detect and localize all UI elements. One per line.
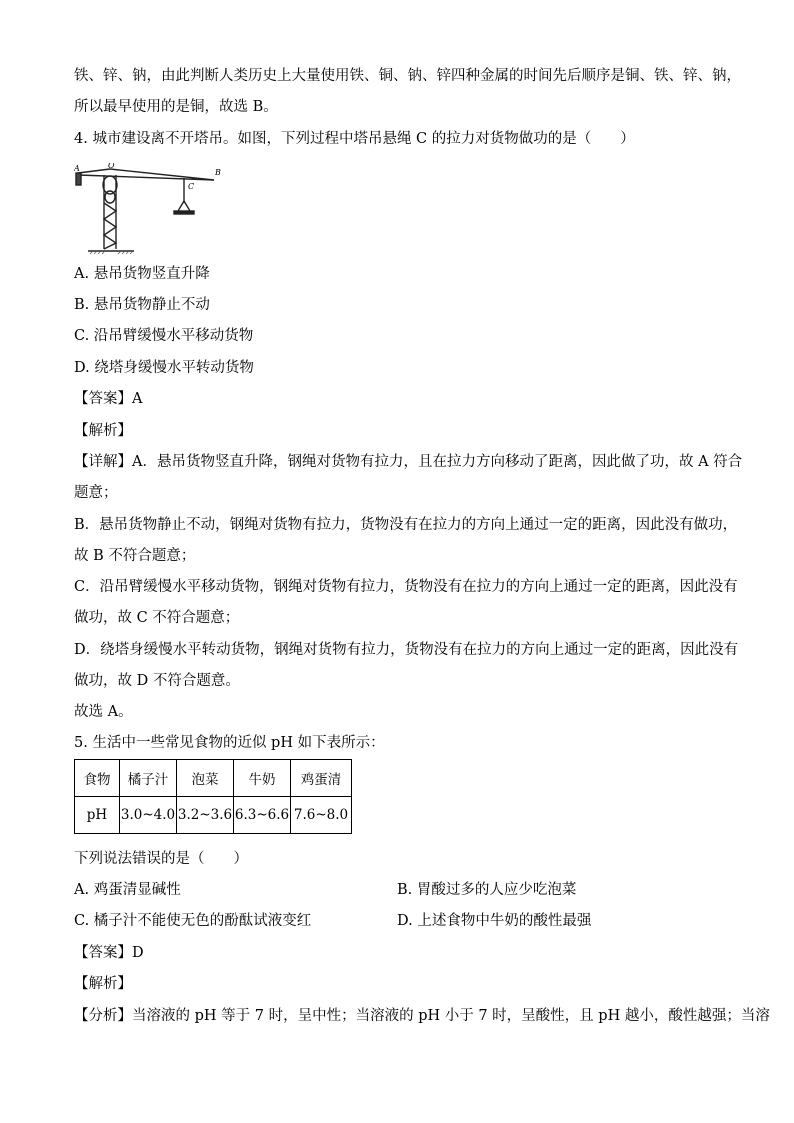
question-4-stem: 4. 城市建设离不开塔吊。如图，下列过程中塔吊悬绳 C 的拉力对货物做功的是（ ） [74, 131, 635, 147]
detail-line: 【详解】A．悬吊货物竖直升降，钢绳对货物有拉力，且在拉力方向移动了距离，因此做了功，故 A 符合 [74, 454, 743, 470]
option-4b: B. 悬吊货物静止不动 [74, 297, 210, 313]
table-cell: pH [75, 797, 120, 834]
detail-line: 故 B 不符合题意； [74, 548, 196, 564]
table-cell: 食物 [75, 760, 120, 797]
option-4a: A. 悬吊货物竖直升降 [74, 266, 210, 282]
analysis-line: 【分析】当溶液的 pH 等于 7 时，呈中性；当溶液的 pH 小于 7 时，呈酸性，且 pH 越小，酸性越强；当溶 [74, 1008, 770, 1024]
option-4c: C. 沿吊臂缓慢水平移动货物 [74, 328, 254, 344]
label-b: B [215, 168, 221, 177]
answer-5: 【答案】D [74, 945, 144, 961]
question-5-stem: 5. 生活中一些常见食物的近似 pH 如下表所示： [74, 735, 385, 751]
detail-line: 故选 A。 [74, 704, 133, 720]
text-line: 所以最早使用的是铜，故选 B。 [74, 99, 278, 115]
table-cell: 橘子汁 [120, 760, 177, 797]
analysis-heading-5: 【解析】 [74, 976, 132, 992]
label-c: C [188, 182, 195, 191]
table-header-row [75, 760, 352, 797]
detail-line: B．悬吊货物静止不动，钢绳对货物有拉力，货物没有在拉力的方向上通过一定的距离，因此没有做功， [74, 517, 738, 533]
detail-line: 做功，故 C 不符合题意； [74, 610, 240, 626]
analysis-heading-4: 【解析】 [74, 423, 132, 439]
option-5b: B. 胃酸过多的人应少吃泡菜 [397, 882, 577, 898]
option-5d: D. 上述食物中牛奶的酸性最强 [397, 913, 592, 929]
detail-line: C．沿吊臂缓慢水平移动货物，钢绳对货物有拉力，货物没有在拉力的方向上通过一定的距离，因此没有 [74, 579, 738, 595]
table-cell: 鸡蛋清 [291, 760, 352, 797]
text-line: 铁、锌、钠，由此判断人类历史上大量使用铁、铜、钠、锌四种金属的时间先后顺序是铜、铁、锌、钠， [74, 68, 741, 84]
cabin-lower [105, 191, 115, 203]
table-cell: 牛奶 [234, 760, 291, 797]
mast-lattice [104, 203, 116, 249]
option-5c: C. 橘子汁不能使无色的酚酞试液变红 [74, 913, 312, 929]
detail-line: 做功，故 D 不符合题意。 [74, 673, 240, 689]
option-4d: D. 绕塔身缓慢水平转动货物 [74, 360, 254, 376]
table-cell: 6.3~6.6 [234, 797, 291, 834]
tower-crane-figure [74, 163, 232, 255]
table-cell: 3.0~4.0 [120, 797, 177, 834]
label-o: O [108, 163, 115, 170]
table-row [75, 797, 352, 834]
table-cell: 3.2~3.6 [177, 797, 234, 834]
counter-jib-line [78, 169, 110, 173]
label-a: A [74, 164, 80, 173]
cargo [174, 211, 194, 214]
table-cell: 7.6~8.0 [291, 797, 352, 834]
option-5a: A. 鸡蛋清显碱性 [74, 882, 181, 898]
detail-line: D．绕塔身缓慢水平转动货物，钢绳对货物有拉力，货物没有在拉力的方向上通过一定的距离，因此没有 [74, 642, 739, 658]
answer-4: 【答案】A [74, 391, 143, 407]
table-cell: 泡菜 [177, 760, 234, 797]
ph-table [74, 759, 352, 834]
detail-line: 题意； [74, 485, 118, 501]
question-5-prompt: 下列说法错误的是（ ） [74, 851, 248, 867]
counterweight [76, 173, 81, 185]
